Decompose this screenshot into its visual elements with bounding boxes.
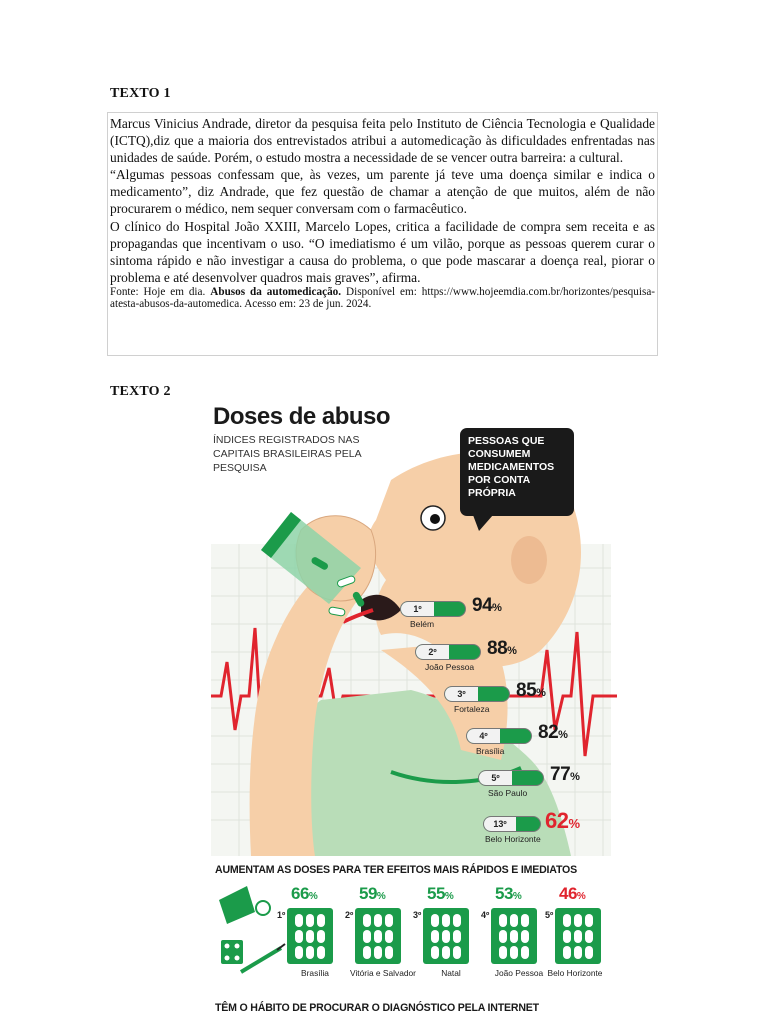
texto2-heading: TEXTO 2 (110, 384, 171, 399)
dose-item (545, 884, 617, 984)
internet-title: TÊM O HÁBITO DE PROCURAR O DIAGNÓSTICO PELA INTERNET (215, 1002, 539, 1014)
speech-bubble-tail (473, 515, 493, 531)
pill-rank: 13º (484, 817, 516, 831)
dose-percent: 46% (559, 884, 586, 903)
pill-percent: 62% (545, 808, 580, 833)
pill-capsule (400, 601, 466, 617)
dose-item (345, 884, 421, 984)
paragraph-1: Marcus Vinicius Andrade, diretor da pesquisa feita pelo Instituto de Ciência Tecnologia e Qualidade (ICTQ),diz que a maioria dos entrevistados atribui a automedicação às dificuldades enfrentadas nas unidades de saúde. Porém, o estudo mostra a necessidade de se vencer outra barreira: a cultural. (110, 116, 655, 166)
pill-percent: 88% (487, 638, 517, 659)
dose-city: Natal (441, 968, 461, 978)
ear (511, 536, 547, 584)
texto1-heading: TEXTO 1 (110, 86, 171, 101)
dose-rank: 2º (345, 910, 354, 920)
dose-city: João Pessoa (494, 968, 544, 978)
pill-percent: 94% (472, 595, 502, 616)
pill-capsule (415, 644, 481, 660)
pill-city: Brasília (476, 746, 505, 756)
pill-percent: 85% (516, 680, 546, 701)
source-suffix: Disponível em: https://www.hojeemdia.com.br/horizontes/pesquisa-atesta-abusos-da-automedica. Acesso em: 23 de jun. 2024. (110, 285, 656, 311)
dose-rank: 3º (413, 910, 422, 920)
pill-city: João Pessoa (425, 662, 475, 672)
dose-icons (219, 886, 285, 972)
blister-pack-icon (555, 908, 601, 964)
pill-rank: 3º (445, 687, 478, 701)
paragraph-3: O clínico do Hospital João XXIII, Marcelo Lopes, critica a facilidade de compra sem receita e as propagandas que incentivam o uso. “O imediatismo é um vilão, porque as pessoas querem curar o sintoma rápido e não investigar a causa do problema, o que pode mascarar a doença real, piorar o problema e até desenvolver quadros mais graves”, afirma. (110, 218, 655, 285)
dose-percent: 53% (495, 884, 522, 903)
pill-percent: 82% (538, 722, 568, 743)
blister-pack-icon (287, 908, 333, 964)
pill-capsule (466, 728, 532, 744)
dose-city: Vitória e Salvador (350, 968, 416, 978)
dose-percent: 59% (359, 884, 386, 903)
dose-rank: 5º (545, 910, 554, 920)
texto1-box (107, 112, 658, 356)
infographic-title: Doses de abuso (213, 403, 391, 430)
dose-city: Belo Horizonte (547, 968, 603, 978)
pill-rank: 4º (467, 729, 500, 743)
pill-city: São Paulo (488, 788, 528, 798)
dose-percent: 66% (291, 884, 318, 903)
blister-pack-icon (491, 908, 537, 964)
pill-city: Belo Horizonte (485, 834, 541, 844)
blister-pack-icon (423, 908, 469, 964)
dose-city: Brasília (301, 968, 329, 978)
dose-item (277, 884, 353, 984)
source-title: Abusos da automedicação. (210, 285, 342, 298)
dose-item (413, 884, 489, 984)
doses-title: AUMENTAM AS DOSES PARA TER EFEITOS MAIS RÁPIDOS E IMEDIATOS (215, 864, 577, 876)
source-citation (110, 286, 655, 311)
pill-rank: 2º (416, 645, 449, 659)
source-prefix: Fonte: Hoje em dia. (110, 285, 206, 298)
dose-rank: 4º (481, 910, 490, 920)
pill-percent: 77% (550, 764, 580, 785)
pill-capsule (478, 770, 544, 786)
pill-city: Belém (410, 619, 435, 629)
dose-rank: 1º (277, 910, 286, 920)
dose-percent: 55% (427, 884, 454, 903)
pill-capsule (483, 816, 541, 832)
pill-capsule (444, 686, 510, 702)
pill-rank: 1º (401, 602, 434, 616)
blister-pack-icon (355, 908, 401, 964)
pill-rank: 5º (479, 771, 512, 785)
infographic (211, 400, 617, 1024)
pill-city: Fortaleza (454, 704, 490, 714)
paragraph-2: “Algumas pessoas confessam que, às vezes, um parente já teve uma doença similar e indica o medicamento”, diz Andrade, que fez questão de chamar a atenção de que muitos, além de não procurarem o médico, nem sequer conversam com o farmacêutico. (110, 167, 655, 217)
speech-bubble: PESSOAS QUE CONSUMEM MEDICAMENTOS POR CONTA PRÓPRIA (460, 428, 574, 516)
infographic-subtitle: ÍNDICES REGISTRADOS NAS CAPITAIS BRASILEIRAS PELA PESQUISA (213, 434, 362, 474)
